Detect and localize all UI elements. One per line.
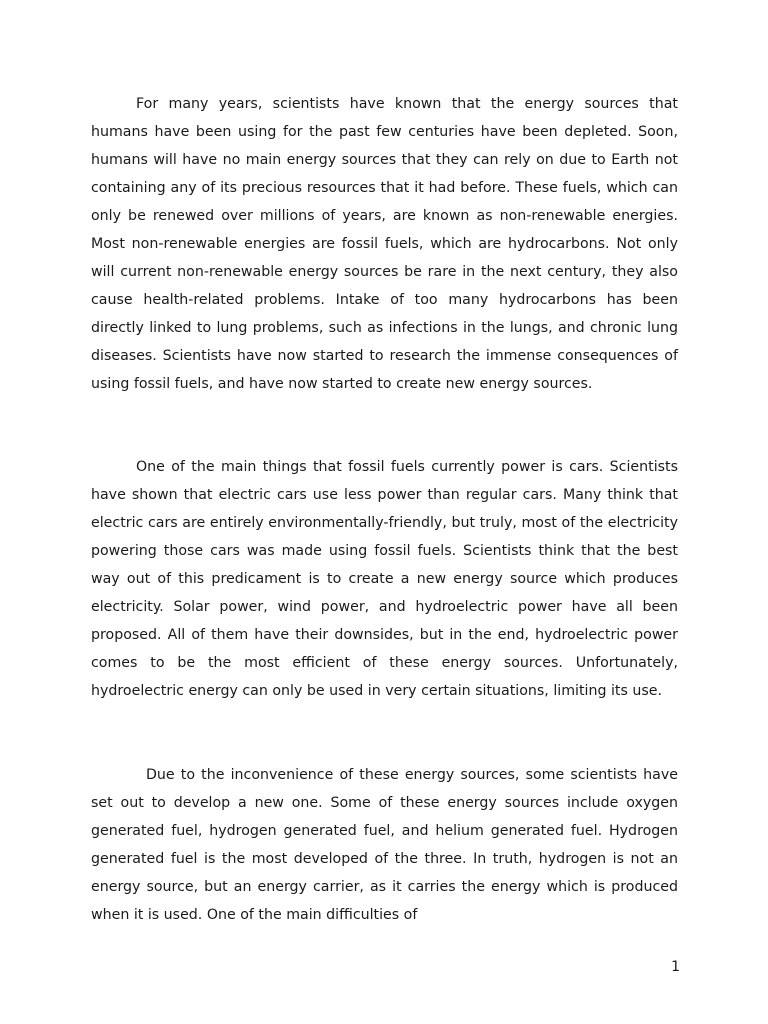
page-number: 1 — [671, 959, 680, 975]
paragraph-1: For many years, scientists have known that the energy sources that humans have been using for the past few centuries have been depleted. Soon, humans will have no main energy sources that they can rely on due to Earth not containing any of its precious resources that it had before. These fuels, which can only be renewed over millions of years, are known as non-renewable energies. Most non-renewable energies are fossil fuels, which are hydrocarbons. Not only will current non-renewable energy sources be rare in the next century, they also cause health-related problems. Intake of too many hydrocarbons has been directly linked to lung problems, such as infections in the lungs, and chronic lung diseases. Scientists have now started to research the immense consequences of using fossil fuels, and have now started to create new energy sources. — [91, 96, 678, 392]
paragraph-3: Due to the inconvenience of these energy sources, some scientists have set out to develop a new one. Some of these energy sources include oxygen generated fuel, hydrogen generated fuel, and helium generated fuel. Hydrogen generated fuel is the most developed of the three. In truth, hydrogen is not an energy source, but an energy carrier, as it carries the energy which is produced when it is used. One of the main difficulties of — [91, 767, 678, 923]
paragraph-2: One of the main things that fossil fuels currently power is cars. Scientists have shown that electric cars use less power than regular cars. Many think that electric cars are entirely environmentally-friendly, but truly, most of the electricity powering those cars was made using fossil fuels. Scientists think that the best way out of this predicament is to create a new energy source which produces electricity. Solar power, wind power, and hydroelectric power have all been proposed. All of them have their downsides, but in the end, hydroelectric power comes to be the most efficient of these energy sources. Unfortunately, hydroelectric energy can only be used in very certain situations, limiting its use. — [91, 459, 678, 699]
